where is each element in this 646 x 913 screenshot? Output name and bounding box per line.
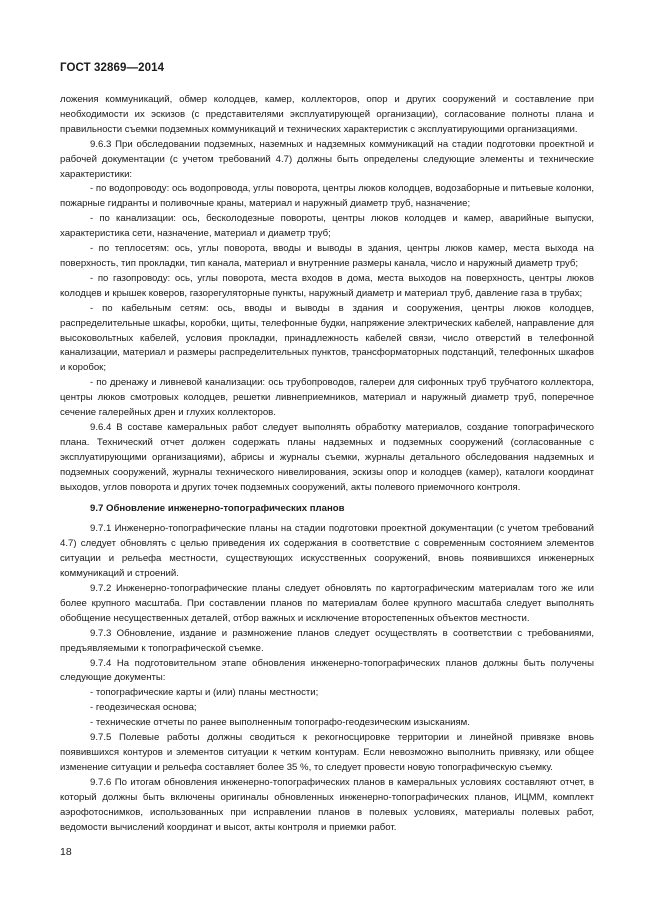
paragraph: 9.7.4 На подготовительном этапе обновления инженерно-топографических планов должны быть получены следующие документы: (60, 657, 594, 684)
paragraph: 9.6.4 В составе камеральных работ следует выполнять обработку материалов, создание топографического плана. Технический отчет должен содержать планы надземных и подземных сооружений (согласованные с эксплуатирующими организациями), абрисы и журналы съемки, журналы детального обследования надземных и подземных сооружений, журналы технического нивелирования, эскизы опор и колодцев (камер), каталоги координат выходов, углов поворота и других точек подземных сооружений, акты полевого приемочного контроля. (60, 421, 594, 493)
paragraph: 9.7.6 По итогам обновления инженерно-топографических планов в камеральных условиях составляют отчет, в который должны быть включены оригиналы обновленных инженерно-топографических планов, ИЦММ, комплект аэрофотоснимков, использованных при исправлении планов в полевых условиях, материалы полевых работ, ведомости вычислений координат и высот, акты контроля и приемки работ. (60, 776, 594, 833)
list-item: - топографические карты и (или) планы местности; (90, 687, 319, 699)
paragraph: 9.7.2 Инженерно-топографические планы следует обновлять по картографическим материалам того же или более крупного масштаба. При составлении планов по материалам более крупного масштаба следует выполнять обобщение несущественных деталей, отбор важных и исключение второстепенных объектов местности. (60, 583, 594, 624)
list-item: - по кабельным сетям: ось, вводы и выводы в здания и сооружения, центры люков колодцев, распределительные шкафы, коробки, щиты, телефонные будки, напряжение электрических кабелей, направление для высоковольтных кабелей, условия прокладки, принадлежность кабелей связи, число отверстий в телефонной канализации, материал и размеры распределительных пунктов, трансформаторных подстанций, телефонных шкафов и коробок; (60, 302, 594, 374)
list-item: - по дренажу и ливневой канализации: ось трубопроводов, галереи для сифонных труб трубчатого коллектора, центры люков смотровых колодцев, решетки ливнеприемников, материал и наружный диаметр труб, поперечное сечение галерейных дрен и глухих коллекторов. (60, 377, 594, 419)
document-header: ГОСТ 32869—2014 (60, 62, 165, 74)
list-item: - по водопроводу: ось водопровода, углы поворота, центры люков колодцев, водозаборные и питьевые колонки, пожарные гидранты и поливочные краны, материал и наружный диаметр труб, назначение; (60, 183, 594, 210)
paragraph-continuation: ложения коммуникаций, обмер колодцев, камер, коллекторов, опор и других сооружений и составление при необходимости их эскизов (с представителями эксплуатирующей организации), согласование полноты плана и правильности съемки подземных коммуникаций и технических характеристик с эксплуатирующими организациями. (60, 94, 594, 135)
list-item: - по газопроводу: ось, углы поворота, места входов в дома, места выходов на поверхность, центры люков колодцев и крышек коверов, газорегуляторные пункты, наружный диаметр и материал труб, давление газа в трубах; (60, 272, 594, 299)
section-heading: 9.7 Обновление инженерно-топографических планов (90, 503, 345, 515)
list-item: - технические отчеты по ранее выполненным топографо-геодезическим изысканиям. (90, 717, 470, 729)
list-item: - по теплосетям: ось, углы поворота, вводы и выводы в здания, центры люков камер, места выхода на поверхность, тип прокладки, тип канала, материал и внутренние размеры канала, число и наружный диаметр труб; (60, 243, 594, 269)
list-item: - геодезическая основа; (90, 702, 197, 714)
page-number: 18 (60, 846, 72, 858)
paragraph: 9.7.5 Полевые работы должны сводиться к рекогносцировке территории и линейной привязке вновь появившихся контуров и элементов ситуации к четким контурам. Если невозможно выполнить привязку, или общее изменение ситуации и рельефа составляет более 35 %, то следует провести новую топографическую съемку. (60, 732, 594, 773)
paragraph: 9.7.3 Обновление, издание и размножение планов следует осуществлять в соответствии с требованиями, предъявляемыми к топографической съемке. (60, 627, 594, 654)
document-body (60, 93, 594, 835)
paragraph: 9.7.1 Инженерно-топографические планы на стадии подготовки проектной документации (с учетом требований 4.7) следует обновлять с целью приведения их содержания в соответствие с современным состоянием элементов ситуации и рельефа местности, существующих искусственных сооружений, вновь появившихся инженерных коммуникаций и строений. (60, 523, 594, 580)
paragraph: 9.6.3 При обследовании подземных, наземных и надземных коммуникаций на стадии подготовки проектной и рабочей документации (с учетом требований 4.7) должны быть определены следующие элементы и технические характеристики: (60, 138, 594, 180)
list-item: - по канализации: ось, бесколодезные повороты, центры люков колодцев и камер, аварийные выпуски, характеристика сети, назначение, материал и диаметр труб; (60, 213, 594, 240)
